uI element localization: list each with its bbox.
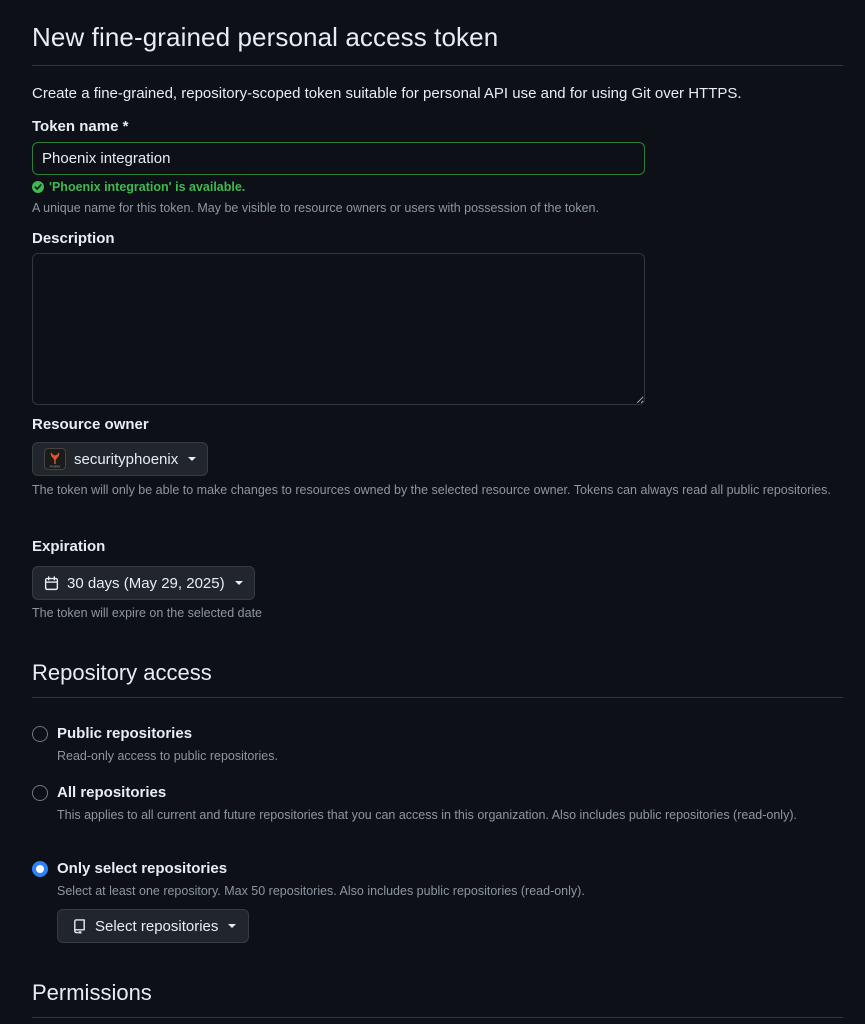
resource-owner-hint: The token will only be able to make changes to resources owned by the selected resource owner. Tokens can always read all public repositories. <box>32 483 831 497</box>
page-title: New fine-grained personal access token <box>32 22 499 52</box>
expiration-label: Expiration <box>32 538 106 555</box>
owner-avatar <box>44 448 66 470</box>
chevron-down-icon <box>188 457 196 461</box>
page-intro: Create a fine-grained, repository-scoped token suitable for personal API use and for using Git over HTTPS. <box>32 85 742 102</box>
select-repositories-label: Select repositories <box>95 917 219 935</box>
resource-owner-label: Resource owner <box>32 416 149 433</box>
repo-option-hint: Select at least one repository. Max 50 repositories. Also includes public repositories (read-only). <box>57 884 585 898</box>
radio-select-repositories[interactable] <box>32 861 48 877</box>
chevron-down-icon <box>228 924 236 928</box>
repo-option-label: Only select repositories <box>57 860 228 877</box>
repo-option-label: All repositories <box>57 784 167 801</box>
check-circle-icon <box>32 181 44 193</box>
token-name-label: Token name * <box>32 118 129 135</box>
permissions-title: Permissions <box>32 980 152 1005</box>
token-name-input[interactable] <box>32 142 645 175</box>
title-divider <box>32 65 843 66</box>
repo-icon <box>72 919 87 934</box>
expiration-value: 30 days (May 29, 2025) <box>67 574 225 592</box>
resource-owner-value: securityphoenix <box>74 450 179 468</box>
expiration-select[interactable] <box>32 566 255 600</box>
expiration-hint: The token will expire on the selected date <box>32 606 262 620</box>
token-name-validation <box>32 180 245 194</box>
repo-option-hint: Read-only access to public repositories. <box>57 749 278 763</box>
repo-option-hint: This applies to all current and future repositories that you can access in this organization. Also includes public repositories (read-only). <box>57 808 797 822</box>
description-label: Description <box>32 230 115 247</box>
description-textarea[interactable] <box>32 253 645 405</box>
repo-option-label: Public repositories <box>57 725 193 742</box>
radio-all-repositories[interactable] <box>32 785 48 801</box>
radio-public-repositories[interactable] <box>32 726 48 742</box>
resource-owner-select[interactable] <box>32 442 208 476</box>
chevron-down-icon <box>235 581 243 585</box>
repository-access-divider <box>32 697 843 698</box>
select-repositories-button[interactable] <box>57 909 249 943</box>
token-name-hint: A unique name for this token. May be visible to resource owners or users with possession of the token. <box>32 201 599 215</box>
repository-access-title: Repository access <box>32 660 212 685</box>
permissions-divider <box>32 1017 843 1018</box>
token-name-validation-text: 'Phoenix integration' is available. <box>49 180 246 194</box>
calendar-icon <box>44 576 59 591</box>
owner-avatar-text: PHOENIX <box>49 465 61 469</box>
